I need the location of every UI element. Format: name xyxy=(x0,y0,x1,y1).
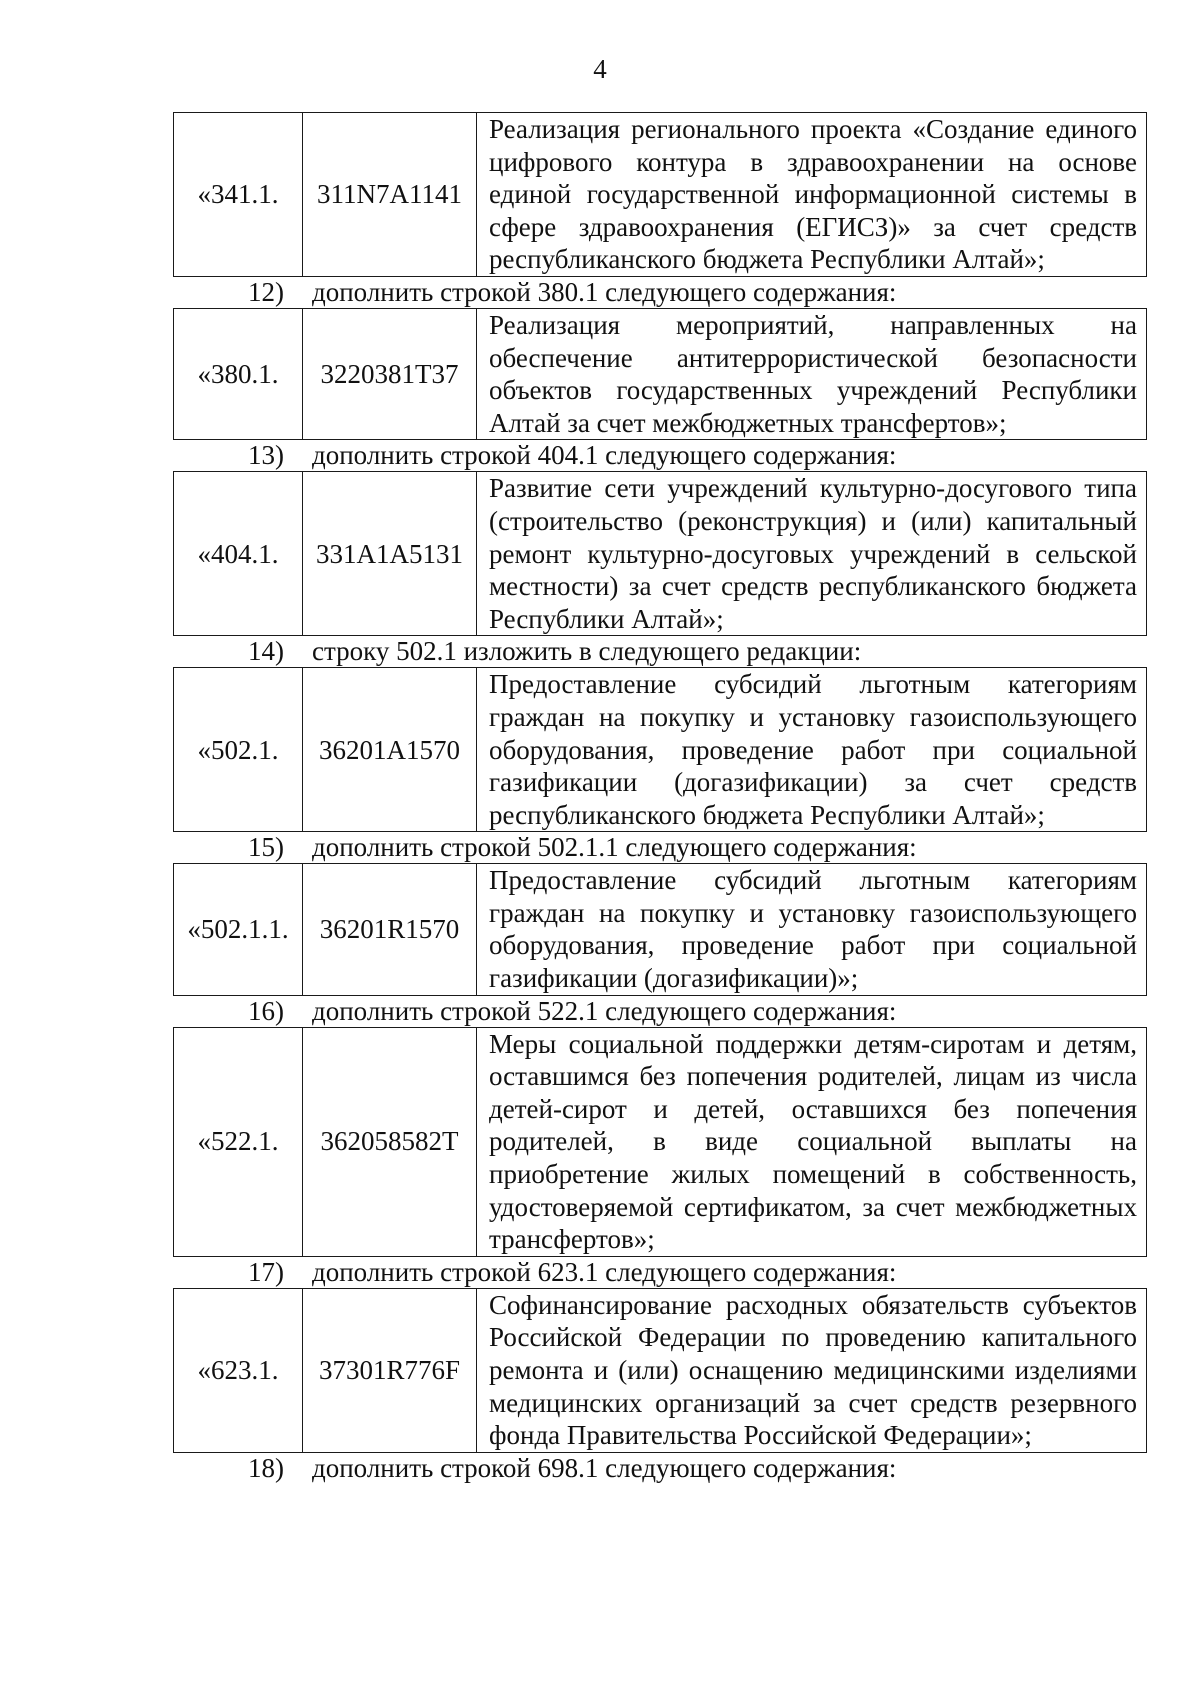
amendment-directive xyxy=(172,832,1148,863)
budget-entry-table xyxy=(173,112,1147,277)
document-body xyxy=(172,112,1148,1484)
entry-code: 3220381Т37 xyxy=(303,308,477,439)
entry-description: Предоставление субсидий льготным категориям граждан на покупку и установку газоиспользующего оборудования, проведение работ при социальной газификации (догазификации)»; xyxy=(477,864,1147,995)
entry-number: «502.1.1. xyxy=(174,864,303,995)
budget-entry-table xyxy=(173,667,1147,832)
directive-number: 15) xyxy=(248,832,284,863)
amendment-directive xyxy=(172,636,1148,667)
entry-description: Предоставление субсидий льготным категориям граждан на покупку и установку газоиспользующего оборудования, проведение работ при социальной газификации (догазификации) за счет средств республиканского бюджета Республики Алтай»; xyxy=(477,668,1147,832)
directive-text: дополнить строкой 502.1.1 следующего содержания: xyxy=(312,832,917,863)
entry-code: 36201R1570 xyxy=(303,864,477,995)
entry-number: «502.1. xyxy=(174,668,303,832)
entry-description: Развитие сети учреждений культурно-досугового типа (строительство (реконструкция) и (или) капитальный ремонт культурно-досуговых учреждений в сельской местности) за счет средств республиканского бюджета Республики Алтай»; xyxy=(477,472,1147,636)
table-row xyxy=(174,472,1147,636)
directive-number: 16) xyxy=(248,995,284,1026)
entry-number: «522.1. xyxy=(174,1027,303,1256)
entry-description: Софинансирование расходных обязательств субъектов Российской Федерации по проведению капитального ремонта и (или) оснащению медицинскими изделиями медицинских организаций за счет средств резервного фонда Правительства Российской Федерации»; xyxy=(477,1288,1147,1452)
entry-number: «404.1. xyxy=(174,472,303,636)
directive-number: 17) xyxy=(248,1256,284,1287)
table-row xyxy=(174,1027,1147,1256)
entry-number: «341.1. xyxy=(174,113,303,277)
entry-number: «623.1. xyxy=(174,1288,303,1452)
entry-code: 331А1А5131 xyxy=(303,472,477,636)
directive-text: строку 502.1 изложить в следующего редакции: xyxy=(312,636,862,667)
directive-text: дополнить строкой 623.1 следующего содержания: xyxy=(312,1256,897,1287)
table-row xyxy=(174,1288,1147,1452)
entry-code: 37301R776F xyxy=(303,1288,477,1452)
directive-text: дополнить строкой 522.1 следующего содержания: xyxy=(312,995,897,1026)
entry-code: 36201А1570 xyxy=(303,668,477,832)
amendment-directive xyxy=(172,277,1148,308)
entry-number: «380.1. xyxy=(174,308,303,439)
entry-description: Реализация регионального проекта «Создание единого цифрового контура в здравоохранении на основе единой государственной информационной системы в сфере здравоохранения (ЕГИСЗ)» за счет средств республиканского бюджета Республики Алтай»; xyxy=(477,113,1147,277)
amendment-directive xyxy=(172,996,1148,1027)
entry-code: 311N7A1141 xyxy=(303,113,477,277)
budget-entry-table xyxy=(173,1027,1147,1257)
directive-text: дополнить строкой 404.1 следующего содержания: xyxy=(312,440,897,471)
entry-description: Реализация мероприятий, направленных на обеспечение антитеррористической безопасности объектов государственных учреждений Республики Алтай за счет межбюджетных трансфертов»; xyxy=(477,308,1147,439)
amendment-directive xyxy=(172,1453,1148,1484)
entry-code: 362058582Т xyxy=(303,1027,477,1256)
directive-number: 18) xyxy=(248,1452,284,1483)
directive-number: 13) xyxy=(248,440,284,471)
table-row xyxy=(174,668,1147,832)
budget-entry-table xyxy=(173,1288,1147,1453)
budget-entry-table xyxy=(173,308,1147,440)
budget-entry-table xyxy=(173,471,1147,636)
table-row xyxy=(174,864,1147,995)
table-row xyxy=(174,308,1147,439)
directive-text: дополнить строкой 380.1 следующего содержания: xyxy=(312,276,897,307)
table-row xyxy=(174,113,1147,277)
directive-text: дополнить строкой 698.1 следующего содержания: xyxy=(312,1452,897,1483)
directive-number: 14) xyxy=(248,636,284,667)
amendment-directive xyxy=(172,440,1148,471)
entry-description: Меры социальной поддержки детям-сиротам и детям, оставшимся без попечения родителей, лицам из числа детей-сирот и детей, оставшихся без попечения родителей, в виде социальной выплаты на приобретение жилых помещений в собственность, удостоверяемой сертификатом, за счет межбюджетных трансфертов»; xyxy=(477,1027,1147,1256)
directive-number: 12) xyxy=(248,276,284,307)
page-number: 4 xyxy=(593,54,607,84)
budget-entry-table xyxy=(173,863,1147,995)
amendment-directive xyxy=(172,1257,1148,1288)
